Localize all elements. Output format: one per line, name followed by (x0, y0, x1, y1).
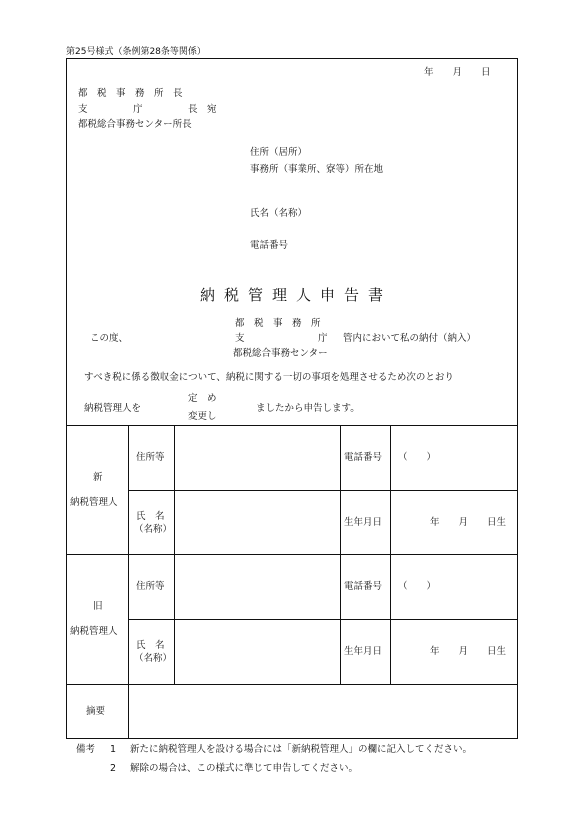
old-name-label-1: 氏 名 (136, 640, 165, 651)
note-1-text: 新たに納税管理人を設ける場合には「新納税管理人」の欄に記入してください。 (130, 744, 473, 755)
addressee-branch-mid: 庁 (133, 104, 143, 115)
old-manager-label-1: 旧 (93, 601, 103, 612)
document-title: 納税管理人申告書 (200, 286, 393, 304)
applicant-address-label: 住所（居所） (250, 147, 308, 158)
summary-label: 摘要 (86, 706, 106, 717)
body-line-3-suffix: ましたから申告します。 (256, 403, 360, 414)
body-intro: この度、 (90, 333, 129, 344)
new-phone-placeholder: （ ） (398, 452, 437, 463)
applicant-office-label: 事務所（事業所、寮等）所在地 (250, 164, 384, 175)
note-1-number: 1 (110, 744, 117, 755)
body-line-2: すべき税に係る徴収金について、納税に関する一切の事項を処理させるため次のとおり (84, 372, 454, 383)
note-2-number: 2 (110, 763, 117, 774)
body-office-3: 都税総合事務センター (233, 348, 328, 359)
note-2-text: 解除の場合は、この様式に準じて申告してください。 (130, 763, 359, 774)
old-address-label: 住所等 (136, 581, 165, 592)
new-manager-label-1: 新 (93, 472, 103, 483)
old-phone-placeholder: （ ） (398, 581, 437, 592)
old-phone-label: 電話番号 (344, 581, 383, 592)
new-name-label-2: （名称） (134, 524, 173, 535)
old-birth-value: 年 月 日生 (430, 646, 507, 657)
body-office-2-right: 庁 (318, 333, 328, 344)
new-phone-label: 電話番号 (344, 452, 383, 463)
addressee-tax-office: 都 税 事 務 所 長 (78, 88, 183, 99)
new-name-label-1: 氏 名 (136, 511, 165, 522)
new-birth-value: 年 月 日生 (430, 517, 507, 528)
body-office-2-left: 支 (235, 333, 245, 344)
date-line: 年 月 日 (424, 67, 491, 78)
new-address-label: 住所等 (136, 452, 165, 463)
new-manager-label-2: 納税管理人 (70, 497, 118, 508)
manager-table (66, 425, 518, 739)
old-birth-label: 生年月日 (344, 646, 383, 657)
new-birth-label: 生年月日 (344, 517, 383, 528)
applicant-name-label: 氏名（名称） (250, 208, 308, 219)
old-manager-label-2: 納税管理人 (70, 626, 118, 637)
form-number: 第25号様式（条例第28条等関係） (66, 47, 206, 57)
body-line-3-prefix: 納税管理人を (84, 403, 142, 414)
addressee-branch-left: 支 (78, 104, 88, 115)
addressee-branch-right: 長 宛 (188, 104, 217, 115)
body-option-set: 定 め (188, 393, 217, 404)
body-office-1: 都 税 事 務 所 (235, 318, 321, 329)
addressee-center: 都税総合事務センター所長 (78, 119, 192, 130)
applicant-phone-label: 電話番号 (250, 240, 289, 251)
body-option-change: 変更し (188, 411, 217, 422)
old-name-label-2: （名称） (134, 653, 173, 664)
notes-label: 備考 (76, 744, 96, 755)
body-jurisdiction: 管内において私の納付（納入） (343, 333, 477, 344)
